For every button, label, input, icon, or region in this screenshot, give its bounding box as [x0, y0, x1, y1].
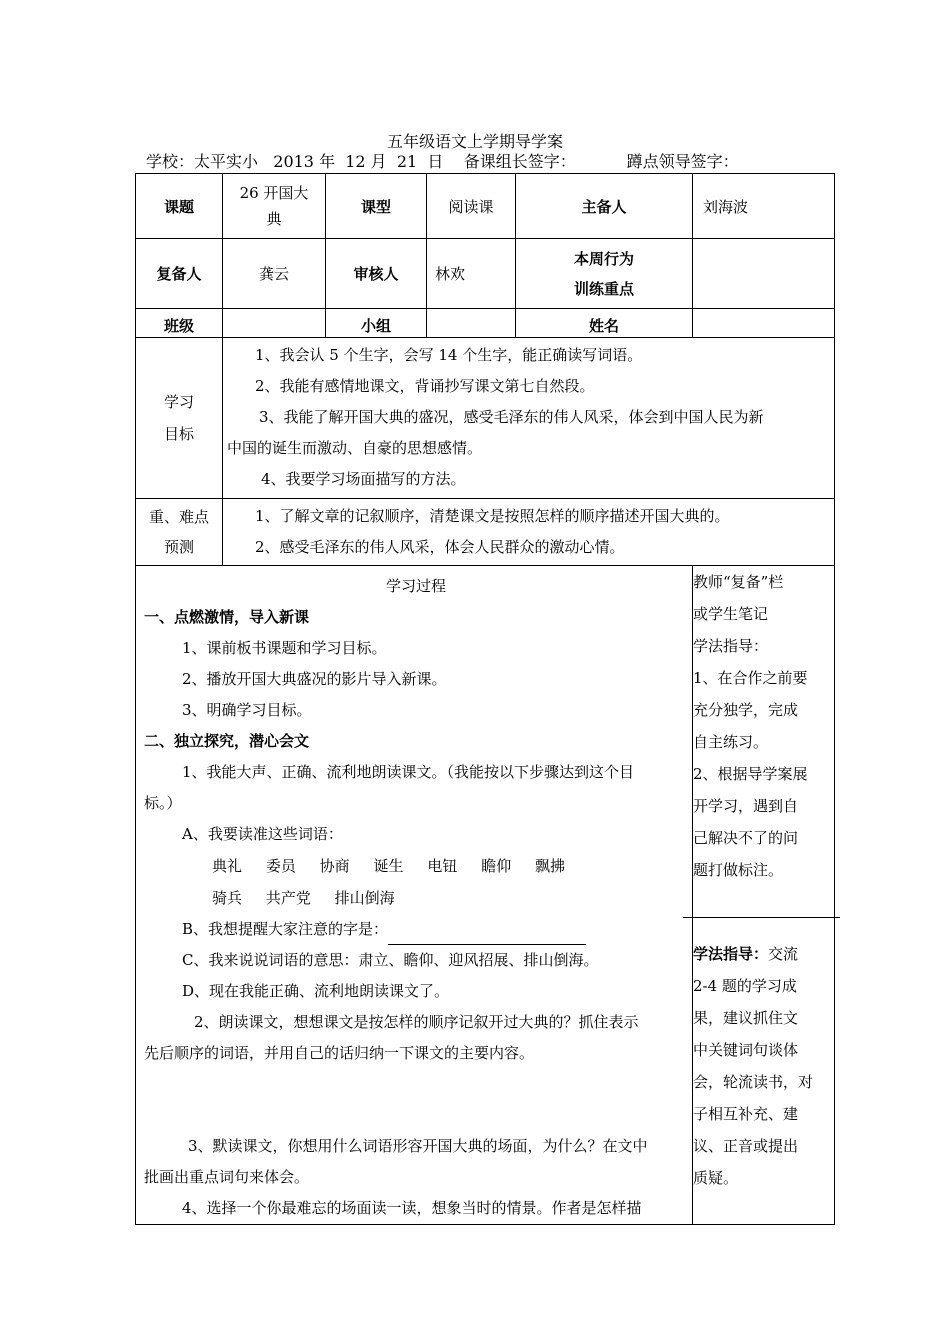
- topic-value-line2: 典: [266, 210, 282, 228]
- key-points-row: [136, 499, 835, 566]
- notes-line: 果，建议抓住文: [693, 1009, 799, 1027]
- learning-process-row: [136, 566, 835, 1225]
- section-1-title: 一、点燃激情，导入新课: [144, 608, 310, 626]
- document-title: 五年级语文上学期导学案: [386, 132, 563, 151]
- learning-goals-label: [136, 338, 223, 499]
- weekly-focus-label-line1: 本周行为: [573, 249, 634, 268]
- topic-label: 课题: [136, 174, 223, 239]
- weekly-focus-label-line2: 训练重点: [573, 279, 634, 298]
- process-item-continued: 标。）: [144, 794, 182, 812]
- answer-blank[interactable]: [388, 928, 586, 945]
- process-item-continued: 先后顺序的词语，并用自己的话归纳一下课文的主要内容。: [144, 1044, 535, 1062]
- learning-process-title: 学习过程: [385, 577, 446, 595]
- student-name-value[interactable]: [693, 309, 835, 338]
- notes-line: 学法指导：: [693, 637, 769, 655]
- process-item-continued: 批画出重点词句来体会。: [144, 1168, 310, 1186]
- process-item: 1、课前板书课题和学习目标。: [182, 639, 387, 657]
- type-label: 课型: [326, 174, 427, 239]
- goal-item: 1、我会认 5 个生字，会写 14 个生字，能正确读写词语。: [255, 346, 643, 364]
- process-item: A、我要读准这些词语：: [182, 825, 343, 843]
- notes-line: 中关键词句谈体: [693, 1041, 799, 1059]
- reviewer-label: 审核人: [326, 239, 427, 309]
- info-row-1: [136, 174, 835, 239]
- method-guide-text: 交流: [768, 945, 799, 963]
- goal-item: 3、我能了解开国大典的盛况，感受毛泽东的伟人风采，体会到中国人民为新: [259, 408, 764, 426]
- reviewer-value: 林欢: [427, 239, 516, 309]
- notes-line: 或学生笔记: [693, 605, 769, 623]
- learning-goals-content: [223, 338, 835, 499]
- process-item: 2、朗读课文，想想课文是按怎样的顺序记叙开过大典的？抓住表示: [194, 1013, 639, 1031]
- notes-divider: [683, 917, 840, 918]
- notes-line: 己解决不了的问: [693, 829, 799, 847]
- process-item: 2、播放开国大典盛况的影片导入新课。: [182, 670, 447, 688]
- learning-goals-label-line2: 目标: [163, 425, 194, 443]
- learning-goals-row: [136, 338, 835, 499]
- class-value[interactable]: [223, 309, 326, 338]
- key-point-item: 1、了解文章的记叙顺序，清楚课文是按照怎样的顺序描述开国大典的。: [255, 507, 730, 525]
- notes-line: 充分独学，完成: [693, 701, 799, 719]
- item-b-text: B、我想提醒大家注意的字是：: [182, 920, 389, 938]
- notes-line: 议、正音或提出: [693, 1137, 799, 1155]
- lesson-plan-table: [135, 173, 835, 1225]
- key-points-content: [223, 499, 835, 566]
- notes-line: 教师“复备”栏: [693, 573, 784, 591]
- info-row-3: [136, 309, 835, 338]
- key-points-label-line1: 重、难点: [148, 508, 209, 526]
- process-item: [144, 914, 688, 945]
- answer-space[interactable]: [144, 1069, 688, 1131]
- notes-line: 2-4 题的学习成: [693, 977, 797, 995]
- document-meta-line: 学校：太平实小 2013 年 12 月 21 日 备课组长签字： 蹲点领导签字：: [146, 152, 739, 171]
- key-points-label-line2: 预测: [163, 538, 194, 556]
- notes-line: 2、根据导学案展: [693, 765, 808, 783]
- process-item: 3、明确学习目标。: [182, 701, 312, 719]
- vocabulary-row: 典礼 委员 协商 诞生 电钮 瞻仰 飘拂: [212, 857, 566, 875]
- notes-line: 会，轮流读书，对: [693, 1073, 814, 1091]
- main-preparer-value: 刘海波: [693, 174, 835, 239]
- section-2-title: 二、独立探究，潜心会文: [144, 732, 310, 750]
- co-preparer-label: 复备人: [136, 239, 223, 309]
- type-value: 阅读课: [427, 174, 516, 239]
- key-points-label: [136, 499, 223, 566]
- method-guide-label: 学法指导：: [693, 945, 769, 963]
- learning-goals-label-line1: 学习: [163, 393, 194, 411]
- teacher-notes-column: [693, 566, 835, 1225]
- process-item: 4、选择一个你最难忘的场面读一读，想象当时的情景。作者是怎样描: [182, 1199, 642, 1217]
- method-guide-line: [693, 938, 834, 970]
- class-label: 班级: [136, 309, 223, 338]
- key-point-item: 2、感受毛泽东的伟人风采，体会人民群众的激动心情。: [255, 538, 625, 556]
- main-preparer-label: 主备人: [516, 174, 693, 239]
- process-item: C、我来说说词语的意思：肃立、瞻仰、迎风招展、排山倒海。: [182, 951, 599, 969]
- notes-line: 子相互补充、建: [693, 1105, 799, 1123]
- notes-line: 开学习，遇到自: [693, 797, 799, 815]
- goal-item: 4、我要学习场面描写的方法。: [261, 470, 466, 488]
- weekly-focus-value[interactable]: [693, 239, 835, 309]
- notes-line: 质疑。: [693, 1169, 739, 1187]
- goal-item: 2、我能有感情地课文，背诵抄写课文第七自然段。: [255, 377, 595, 395]
- process-item: D、现在我能正确、流利地朗读课文了。: [182, 982, 450, 1000]
- group-label: 小组: [326, 309, 427, 338]
- topic-value-line1: 26 开国大: [239, 184, 309, 202]
- notes-line: 自主练习。: [693, 733, 769, 751]
- student-name-label: 姓名: [516, 309, 693, 338]
- weekly-focus-label: [516, 239, 693, 309]
- vocabulary-row: 骑兵 共产党 排山倒海: [212, 889, 395, 907]
- learning-process-content: [136, 566, 693, 1225]
- group-value[interactable]: [427, 309, 516, 338]
- topic-value: [223, 174, 326, 239]
- process-item: 3、默读课文，你想用什么词语形容开国大典的场面，为什么？在文中: [188, 1137, 648, 1155]
- notes-line: 1、在合作之前要: [693, 669, 808, 687]
- process-item: 1、我能大声、正确、流利地朗读课文。（我能按以下步骤达到这个目: [182, 763, 635, 781]
- notes-line: 题打做标注。: [693, 861, 784, 879]
- info-row-2: [136, 239, 835, 309]
- goal-item: 中国的诞生而激动、自豪的思想感情。: [227, 439, 483, 457]
- co-preparer-value: 龚云: [223, 239, 326, 309]
